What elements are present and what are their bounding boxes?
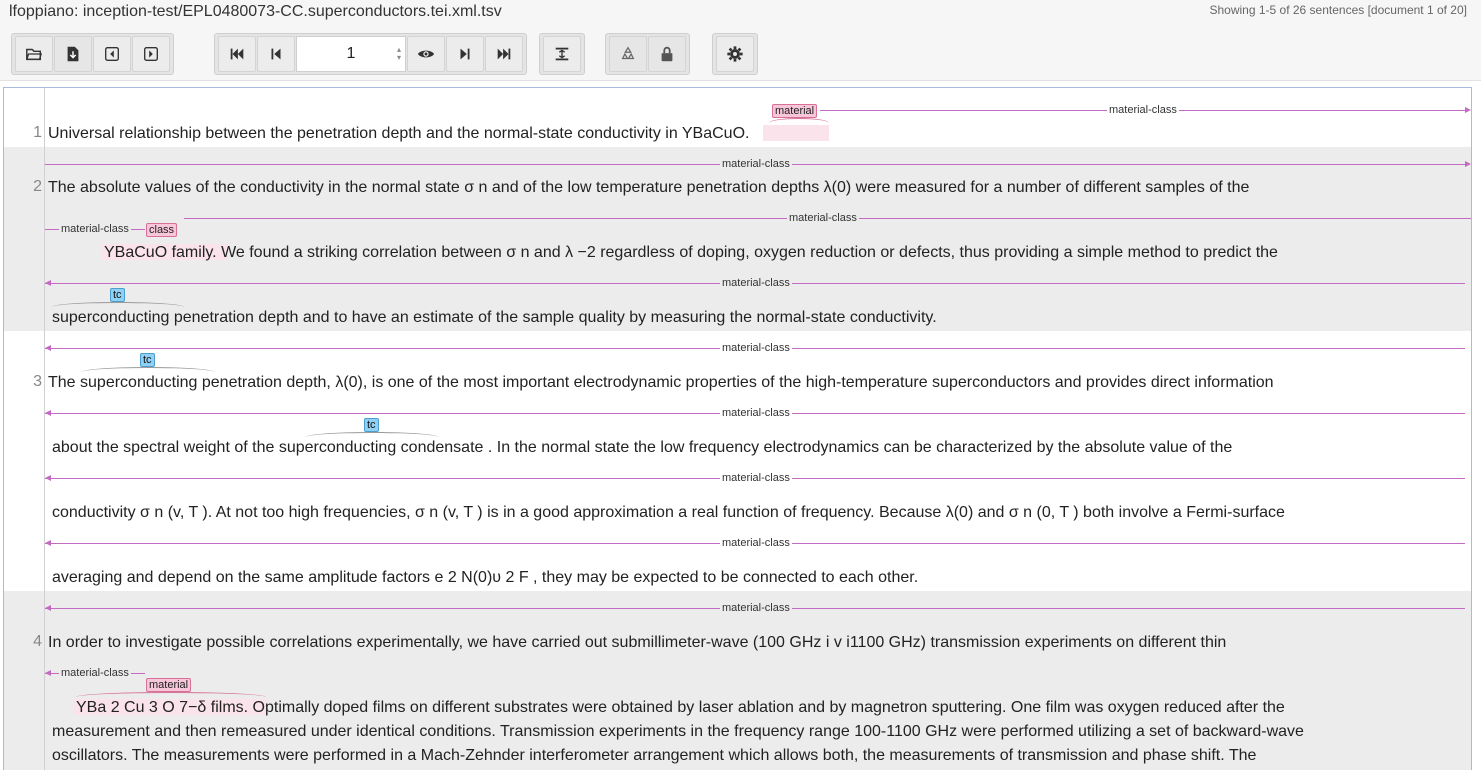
show-page-button[interactable] (407, 36, 445, 72)
relation-label-material-class[interactable]: material-class (722, 342, 790, 354)
document-state-group (605, 33, 690, 75)
relation-label-material-class[interactable]: material-class (1109, 104, 1177, 116)
settings-group (712, 33, 758, 75)
next-page-icon (456, 45, 474, 63)
last-page-icon (495, 45, 513, 63)
layout-group (539, 33, 585, 75)
relation-label-material-class[interactable]: material-class (722, 602, 790, 614)
relation-arrow (45, 605, 51, 611)
sentence-number-4: 4 (33, 633, 42, 650)
relation-arrow (45, 410, 51, 416)
relation-arrow (45, 540, 51, 546)
align-sentences-button[interactable] (543, 36, 581, 72)
gutter-4 (4, 591, 44, 770)
sentence-3-line-3: conductivity σ n (v, T ). At not too high frequencies, σ n (v, T ) is in a good approximation a real function of frequency. Because λ(0) and σ n (0, T ) both involve a Fermi-surface (52, 504, 1285, 521)
sentence-number-1: 1 (33, 124, 42, 141)
sentence-2-line-1: The absolute values of the conductivity in the normal state σ n and of the low temperature penetration depths λ(0) were measured for a number of different samples of the (48, 179, 1250, 196)
recycle-icon (619, 45, 637, 63)
relation-label-material-class[interactable]: material-class (722, 537, 790, 549)
relation-label-material-class[interactable]: material-class (722, 407, 790, 419)
first-page-button[interactable] (218, 36, 256, 72)
last-page-button[interactable] (485, 36, 523, 72)
reset-document-button[interactable] (609, 36, 647, 72)
sentence-2-background (4, 147, 1471, 331)
sentence-4-line-2: YBa 2 Cu 3 O 7−δ films. Optimally doped films on different substrates were obtained by laser ablation and by magnetron sputtering. One film was oxygen reduced after the (76, 699, 1285, 716)
document-toolbar-group (11, 33, 174, 75)
document-title: lfoppiano: inception-test/EPL0480073-CC.superconductors.tei.xml.tsv (9, 3, 502, 20)
relation-arrow (45, 345, 51, 351)
entity-label-material[interactable]: material (772, 104, 817, 118)
relation-arrow (1465, 161, 1471, 167)
sentence-2-line-2: YBaCuO family. We found a striking correlation between σ n and λ −2 regardless of doping, oxygen reduction or defects, thus providing a simple method to predict the (104, 244, 1278, 261)
gutter-divider (44, 88, 45, 770)
sentence-4-line-3: measurement and then remeasured under identical conditions. Transmission experiments in the frequency range 100-1100 GHz were performed utilizing a set of backward-wave (52, 723, 1304, 740)
gutter-2 (4, 147, 44, 331)
sentence-number-3: 3 (33, 373, 42, 390)
sentence-number-2: 2 (33, 178, 42, 195)
entity-brace (306, 432, 438, 437)
relation-label-material-class[interactable]: material-class (722, 472, 790, 484)
entity-label-tc[interactable]: tc (140, 353, 155, 367)
lock-icon (658, 45, 676, 63)
sentence-3-line-4: averaging and depend on the same amplitude factors e 2 N(0)υ 2 F , they may be expected to be connected to each other. (52, 569, 919, 586)
previous-page-button[interactable] (257, 36, 295, 72)
sentence-3-line-2: about the spectral weight of the superconducting condensate . In the normal state the low frequency electrodynamics can be characterized by the absolute value of the (52, 439, 1233, 456)
sentence-3-background (4, 331, 1471, 591)
next-document-icon (142, 45, 160, 63)
entity-brace (769, 118, 829, 123)
entity-brace (52, 302, 184, 307)
relation-label-material-class[interactable]: material-class (722, 158, 790, 170)
relation-arrow (1465, 107, 1471, 113)
relation-arrow (45, 670, 51, 676)
sentence-4-background (4, 591, 1471, 770)
sentence-2-line-3: superconducting penetration depth and to have an estimate of the sample quality by measuring the normal-state conductivity. (52, 309, 937, 326)
sentence-status: Showing 1-5 of 26 sentences [document 1 of 20] (1209, 3, 1467, 17)
finish-document-button[interactable] (648, 36, 686, 72)
gear-icon (726, 45, 744, 63)
entity-label-class[interactable]: class (146, 223, 177, 237)
relation-arrow (45, 475, 51, 481)
open-document-button[interactable] (15, 36, 53, 72)
export-document-button[interactable] (54, 36, 92, 72)
previous-document-button[interactable] (93, 36, 131, 72)
entity-label-tc[interactable]: tc (364, 418, 379, 432)
eye-icon (417, 45, 435, 63)
first-page-icon (228, 45, 246, 63)
annotation-editor[interactable] (3, 87, 1472, 770)
page-spinner-arrows-icon[interactable]: ▴ ▾ (396, 45, 401, 62)
page-number-input[interactable] (296, 36, 406, 72)
relation-arrow (45, 280, 51, 286)
page-navigation-group (214, 33, 527, 75)
entity-label-tc[interactable]: tc (110, 288, 125, 302)
folder-open-icon (25, 45, 43, 63)
entity-label-material[interactable]: material (146, 678, 191, 692)
settings-button[interactable] (716, 36, 754, 72)
relation-label-material-class[interactable]: material-class (61, 223, 129, 235)
sentence-4-line-4: oscillators. The measurements were performed in a Mach-Zehnder interferometer arrangement which allows both, the measurements of transmission and phase shift. The (52, 747, 1257, 764)
align-icon (553, 45, 571, 63)
next-page-button[interactable] (446, 36, 484, 72)
sentence-3-line-1: The superconducting penetration depth, λ(0), is one of the most important electrodynamic properties of the high-temperature superconductors and provides direct information (48, 374, 1274, 391)
page-number-value: 1 (346, 45, 356, 62)
entity-highlight-ybacuo (763, 125, 829, 141)
relation-label-material-class[interactable]: material-class (61, 667, 129, 679)
entity-brace (76, 692, 266, 697)
gutter-3 (4, 331, 44, 591)
prev-page-icon (267, 45, 285, 63)
next-document-button[interactable] (132, 36, 170, 72)
relation-label-material-class[interactable]: material-class (789, 212, 857, 224)
sentence-4-line-1: In order to investigate possible correlations experimentally, we have carried out submillimeter-wave (100 GHz i v i1100 GHz) transmission experiments on different thin (48, 634, 1227, 651)
sentence-1-line-1: Universal relationship between the penetration depth and the normal-state conductivity in YBaCuO. (48, 125, 750, 142)
relation-label-material-class[interactable]: material-class (722, 277, 790, 289)
top-bar (0, 0, 1481, 81)
prev-document-icon (103, 45, 121, 63)
file-download-icon (64, 45, 82, 63)
entity-brace (82, 367, 214, 372)
